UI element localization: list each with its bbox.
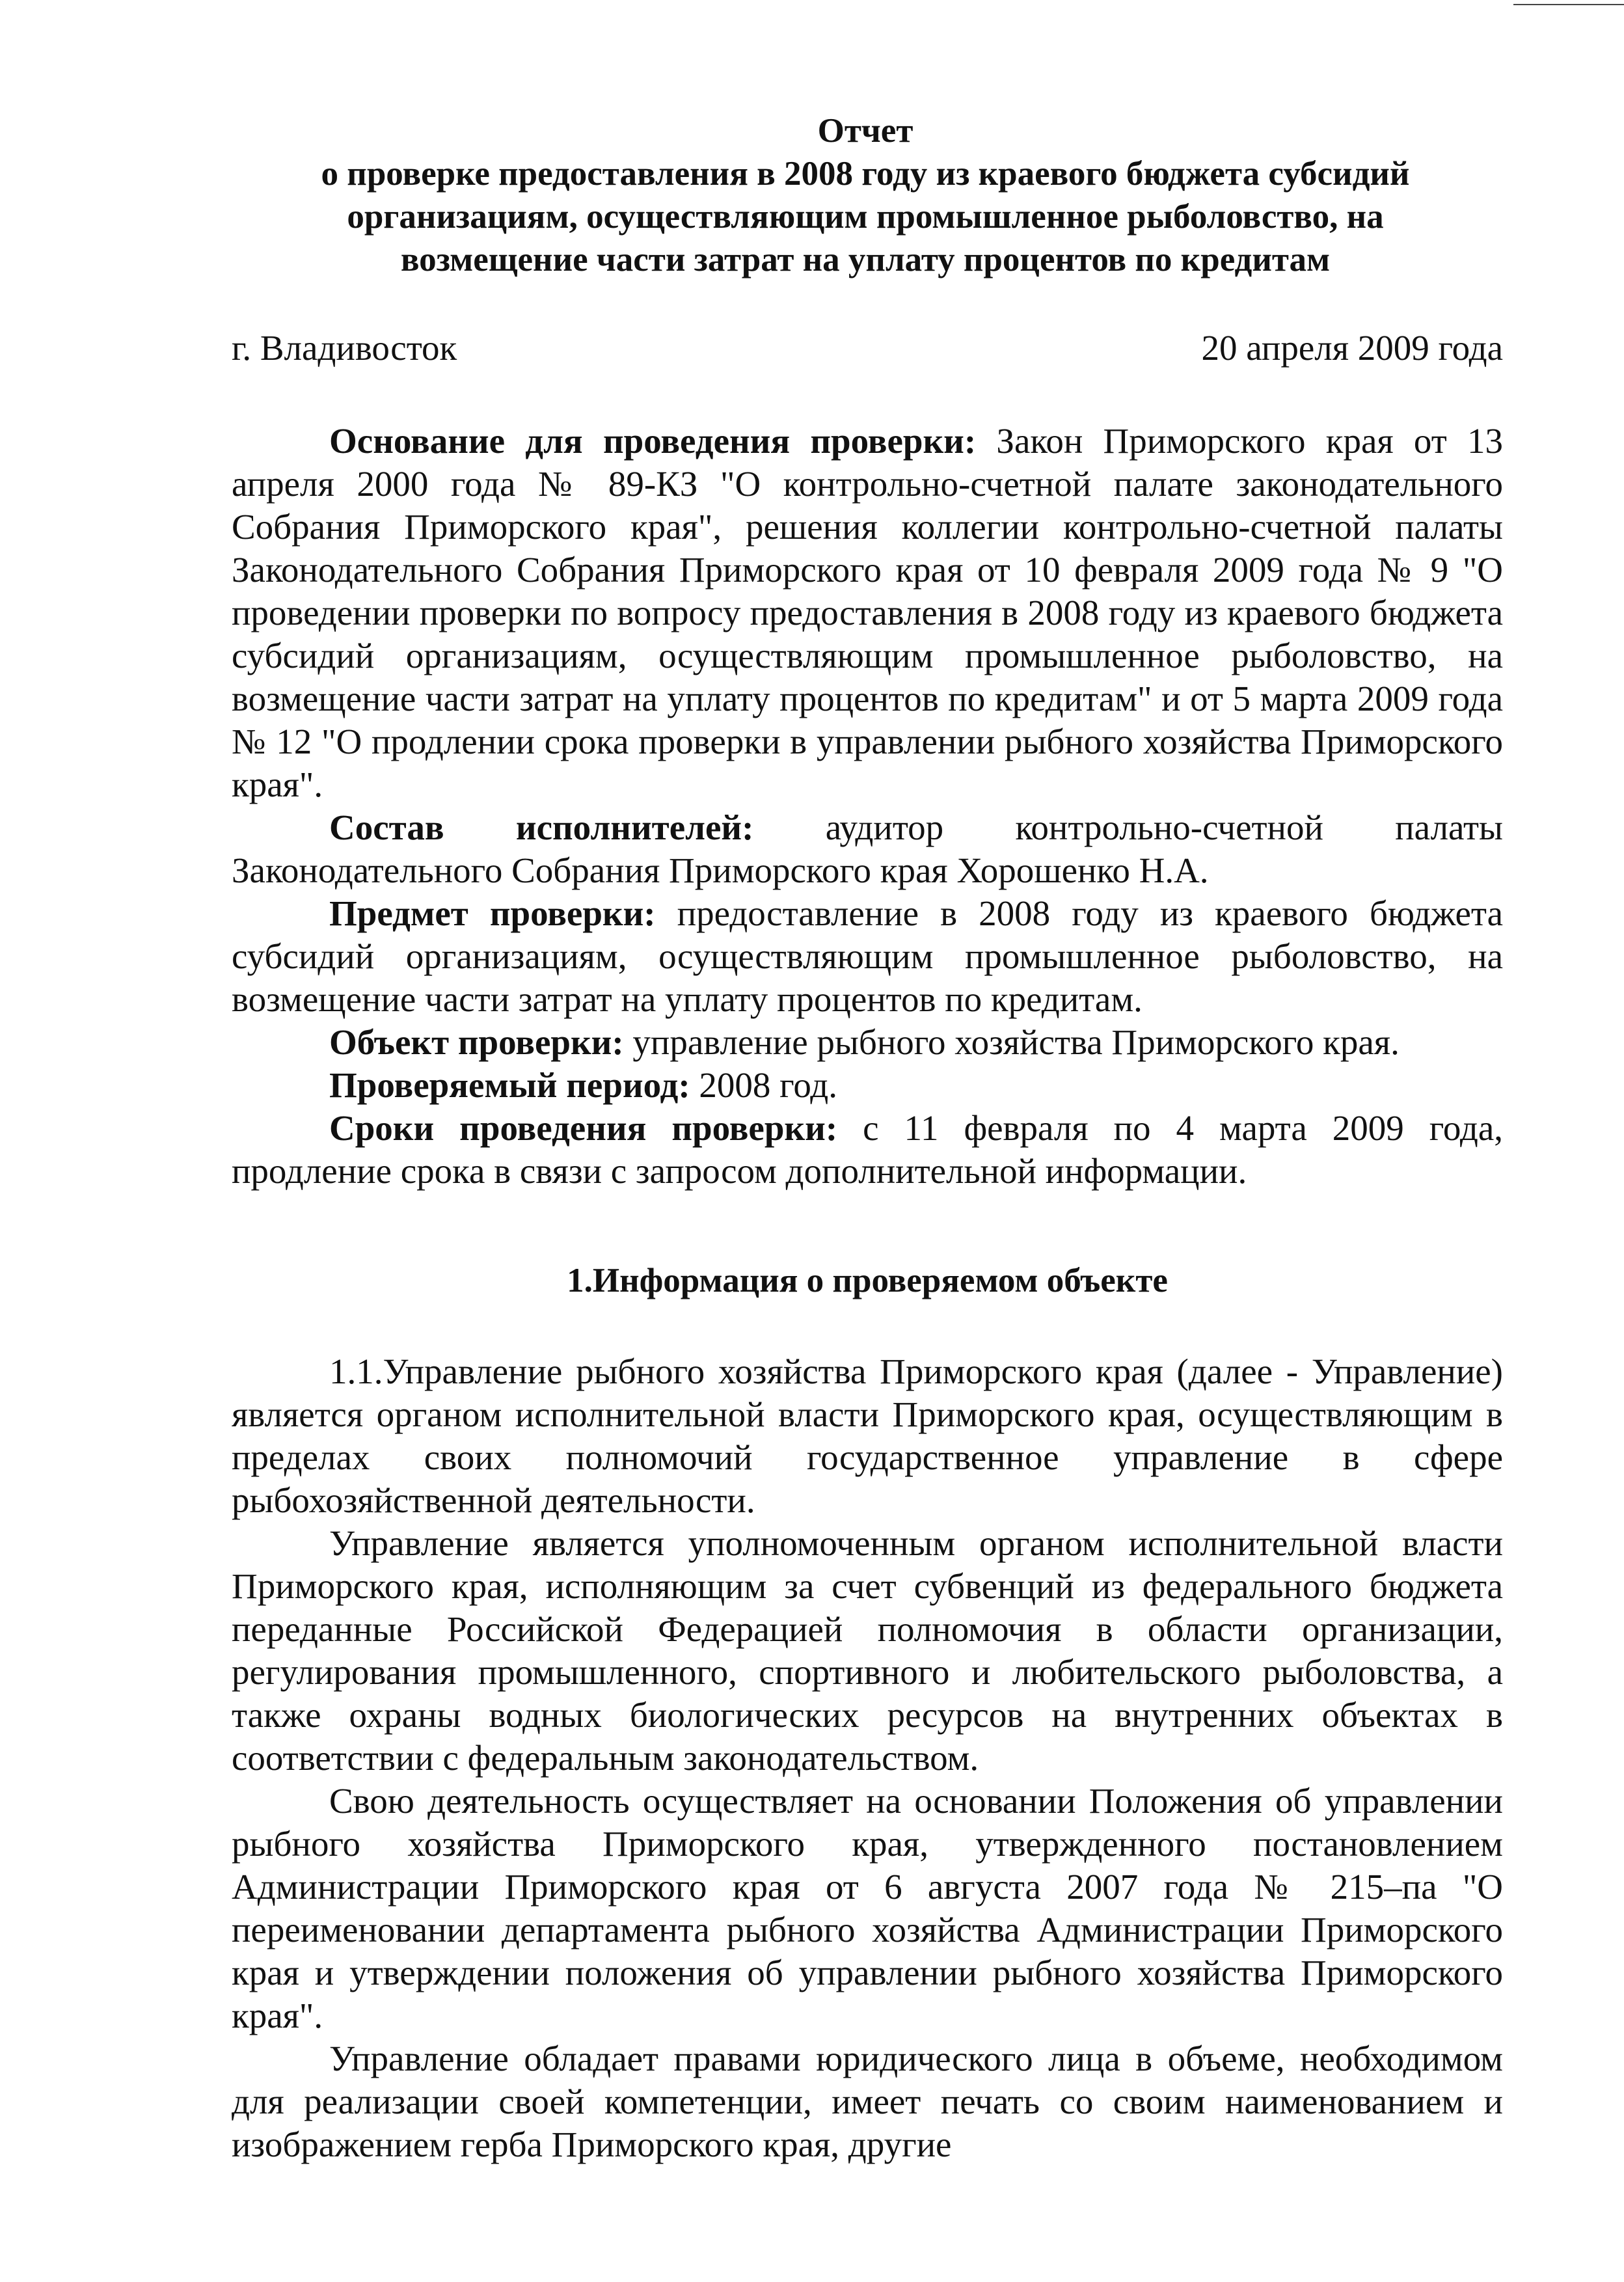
- title-line-4: возмещение части затрат на уплату процентов по кредитам: [400, 241, 1331, 278]
- staff-paragraph: [232, 806, 1503, 892]
- title-line-1: Отчет: [817, 112, 914, 150]
- city: г. Владивосток: [232, 328, 457, 368]
- terms-text: с 11 февраля по 4 марта 2009 года, продление срока в связи с запросом дополнительной информации.: [232, 1108, 1503, 1191]
- section-1-paragraph-1: 1.1.Управление рыбного хозяйства Приморского края (далее - Управление) является органом исполнительной власти Приморского края, осуществляющим в пределах своих полномочий государственное управление в сфере рыбохозяйственной деятельности.: [232, 1352, 1503, 1520]
- object-text: управление рыбного хозяйства Приморского края.: [623, 1022, 1400, 1062]
- title-line-2: о проверке предоставления в 2008 году из краевого бюджета субсидий: [321, 155, 1410, 193]
- section-1-paragraph-2: Управление является уполномоченным органом исполнительной власти Приморского края, исполняющим за счет субвенций из федерального бюджета переданные Российской Федерацией полномочия в области организации, регулирования промышленного, спортивного и любительского рыболовства, а также охраны водных биологических ресурсов на внутренних объектах в соответствии с федеральным законодательством.: [232, 1523, 1503, 1778]
- staff-text: аудитор контрольно-счетной палаты Законодательного Собрания Приморского края Хорошенко Н.А.: [232, 808, 1503, 890]
- staff-label: Состав исполнителей:: [329, 808, 754, 847]
- subject-paragraph: [232, 892, 1503, 1021]
- subject-label: Предмет проверки:: [329, 893, 656, 933]
- section-1-heading: 1.Информация о проверяемом объекте: [567, 1262, 1168, 1299]
- object-label: Объект проверки:: [329, 1022, 624, 1062]
- basis-label: Основание для проведения проверки:: [329, 421, 977, 461]
- basis-text: Закон Приморского края от 13 апреля 2000 года № 89-КЗ "О контрольно-счетной палате законодательного Собрания Приморского края", решения коллегии контрольно-счетной палаты Законодательного Собрания Приморского края от 10 февраля 2009 года № 9 "О проведении проверки по вопросу предоставления в 2008 году из краевого бюджета субсидий организациям, осуществляющим промышленное рыболовство, на возмещение части затрат на уплату процентов по кредитам" и от 5 марта 2009 года № 12 "О продлении срока проверки в управлении рыбного хозяйства Приморского края".: [232, 421, 1503, 804]
- terms-paragraph: [232, 1107, 1503, 1193]
- report-date: 20 апреля 2009 года: [1201, 328, 1503, 368]
- intro-block: [232, 420, 1503, 1193]
- scan-edge-mark: [1513, 4, 1624, 5]
- subject-text: предоставление в 2008 году из краевого бюджета субсидий организациям, осуществляющим промышленное рыболовство, на возмещение части затрат на уплату процентов по кредитам.: [232, 893, 1504, 1019]
- title-line-3: организациям, осуществляющим промышленное рыболовство, на: [347, 198, 1384, 236]
- section-1-paragraph-4: Управление обладает правами юридического лица в объеме, необходимом для реализации своей компетенции, имеет печать со своим наименованием и изображением герба Приморского края, другие: [232, 2039, 1503, 2164]
- section-1-paragraph-3: Свою деятельность осуществляет на основании Положения об управлении рыбного хозяйства Приморского края, утвержденного постановлением Администрации Приморского края от 6 августа 2007 года № 215–па "О переименовании департамента рыбного хозяйства Администрации Приморского края и утверждении положения об управлении рыбного хозяйства Приморского края".: [232, 1781, 1503, 2035]
- period-text: 2008 год.: [690, 1065, 837, 1105]
- section-1-body: [232, 1350, 1503, 2166]
- period-paragraph: [232, 1064, 1503, 1107]
- report-title: [228, 109, 1503, 281]
- basis-paragraph: [232, 420, 1503, 806]
- object-paragraph: [232, 1021, 1503, 1064]
- terms-label: Сроки проведения проверки:: [329, 1108, 838, 1148]
- period-label: Проверяемый период:: [329, 1065, 690, 1105]
